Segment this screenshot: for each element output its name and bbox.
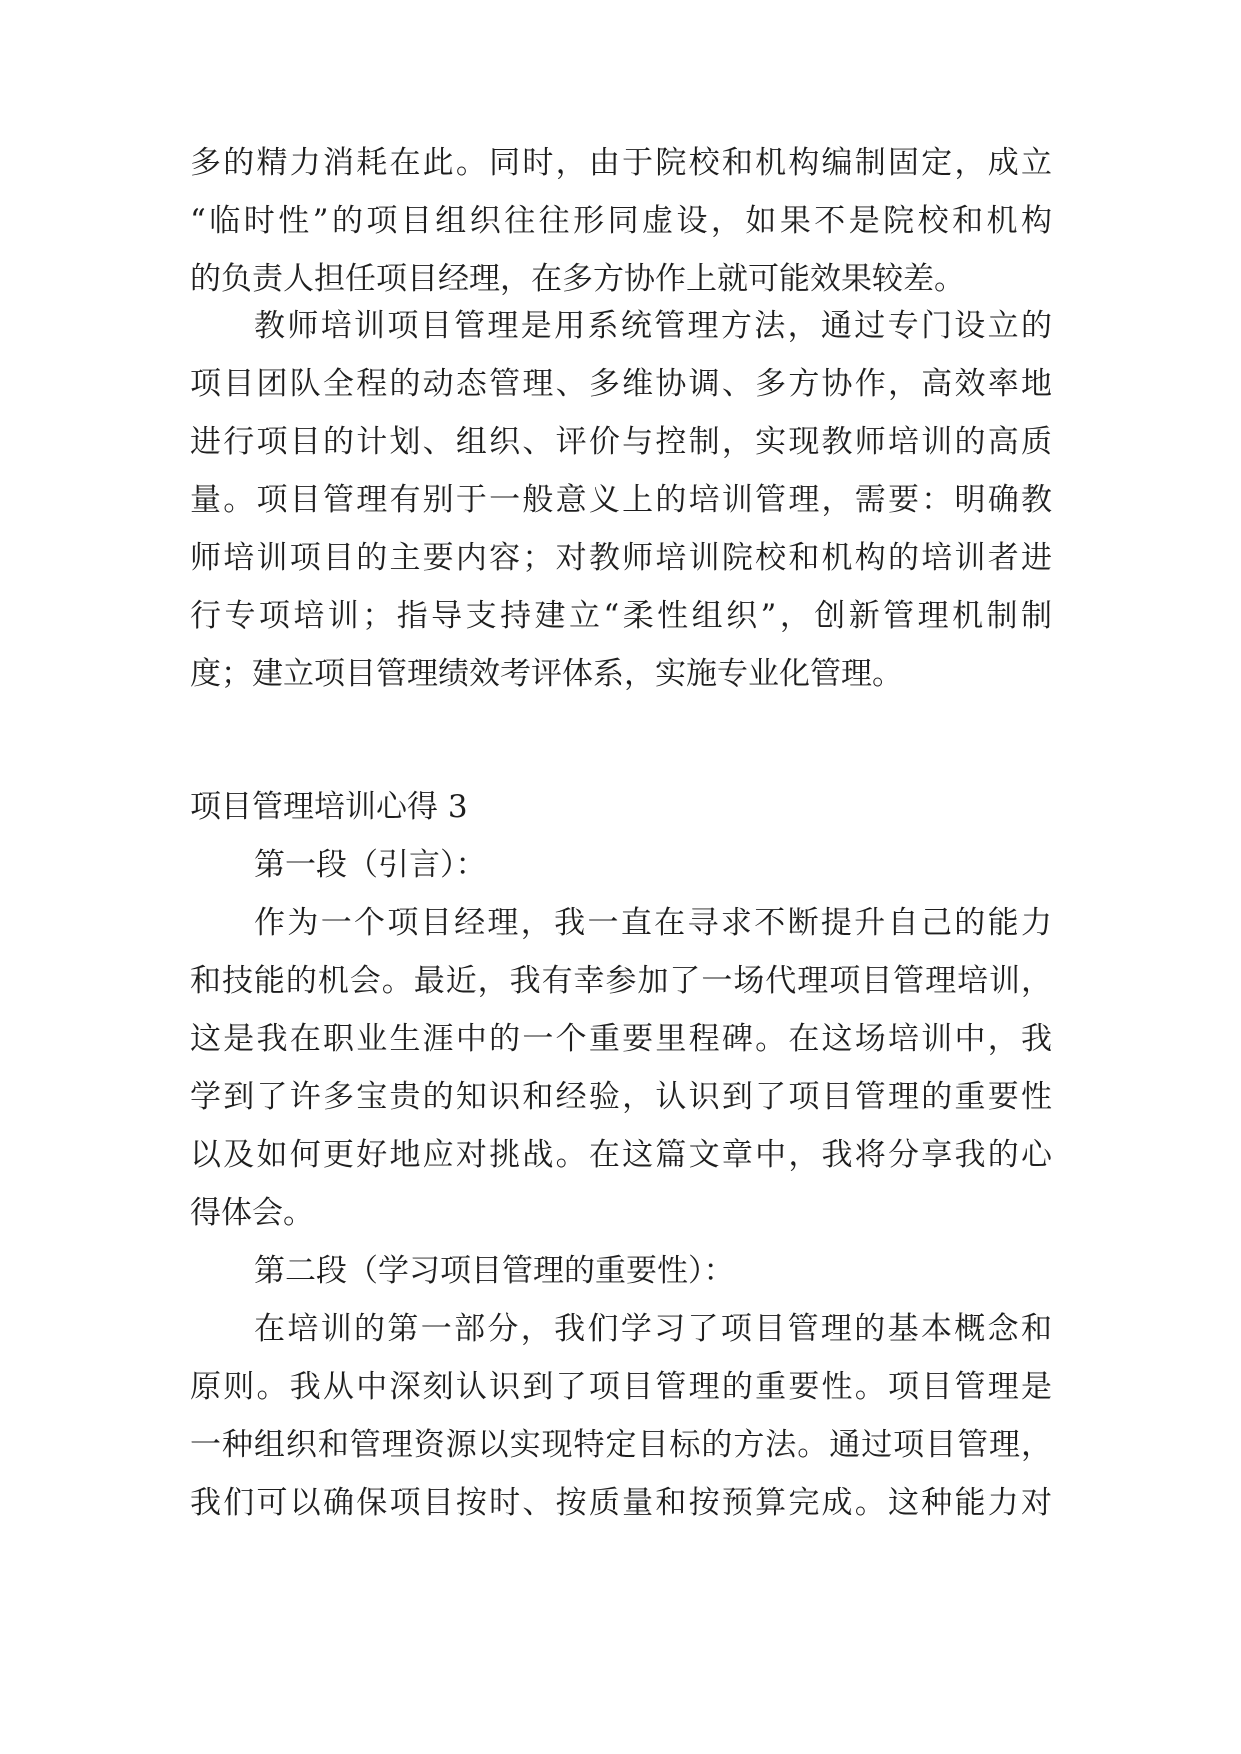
paragraph-training-management: [190, 297, 1052, 703]
text-line: “临时性”的项目组织往往形同虚设，如果不是院校和机构: [190, 203, 1052, 239]
section2-heading: 第二段（学习项目管理的重要性）：: [254, 1253, 735, 1289]
text-line: 这是我在职业生涯中的一个重要里程碑。在这场培训中，我: [190, 1021, 1052, 1057]
text-line: 得体会。: [190, 1195, 314, 1231]
text-line: 多的精力消耗在此。同时，由于院校和机构编制固定，成立: [190, 145, 1052, 181]
text-line: 度；建立项目管理绩效考评体系，实施专业化管理。: [190, 656, 903, 692]
text-line: 和技能的机会。最近，我有幸参加了一场代理项目管理培训，: [190, 963, 1052, 999]
text-line: 我们可以确保项目按时、按质量和按预算完成。这种能力对: [190, 1485, 1052, 1521]
text-line: 项目团队全程的动态管理、多维协调、多方协作，高效率地: [190, 366, 1052, 402]
paragraph-introduction: [190, 894, 1052, 1242]
text-line: 学到了许多宝贵的知识和经验，认识到了项目管理的重要性: [190, 1079, 1052, 1115]
paragraph-importance: [190, 1300, 1052, 1532]
text-line: 一种组织和管理资源以实现特定目标的方法。通过项目管理，: [190, 1427, 1052, 1463]
text-line: 量。项目管理有别于一般意义上的培训管理，需要：明确教: [190, 482, 1052, 518]
section-title: 项目管理培训心得 3: [190, 789, 468, 825]
text-line: 在培训的第一部分，我们学习了项目管理的基本概念和: [254, 1311, 1052, 1347]
section1-heading: 第一段（引言）：: [254, 847, 487, 883]
paragraph-continuation: [190, 134, 1052, 308]
text-line: 原则。我从中深刻认识到了项目管理的重要性。项目管理是: [190, 1369, 1052, 1405]
text-line: 教师培训项目管理是用系统管理方法，通过专门设立的: [254, 308, 1052, 344]
text-line: 行专项培训；指导支持建立“柔性组织”，创新管理机制制: [190, 598, 1052, 634]
text-line: 以及如何更好地应对挑战。在这篇文章中，我将分享我的心: [190, 1137, 1052, 1173]
text-line: 作为一个项目经理，我一直在寻求不断提升自己的能力: [254, 905, 1052, 941]
text-line: 的负责人担任项目经理，在多方协作上就可能效果较差。: [190, 261, 965, 297]
text-line: 进行项目的计划、组织、评价与控制，实现教师培训的高质: [190, 424, 1052, 460]
text-line: 师培训项目的主要内容；对教师培训院校和机构的培训者进: [190, 540, 1052, 576]
